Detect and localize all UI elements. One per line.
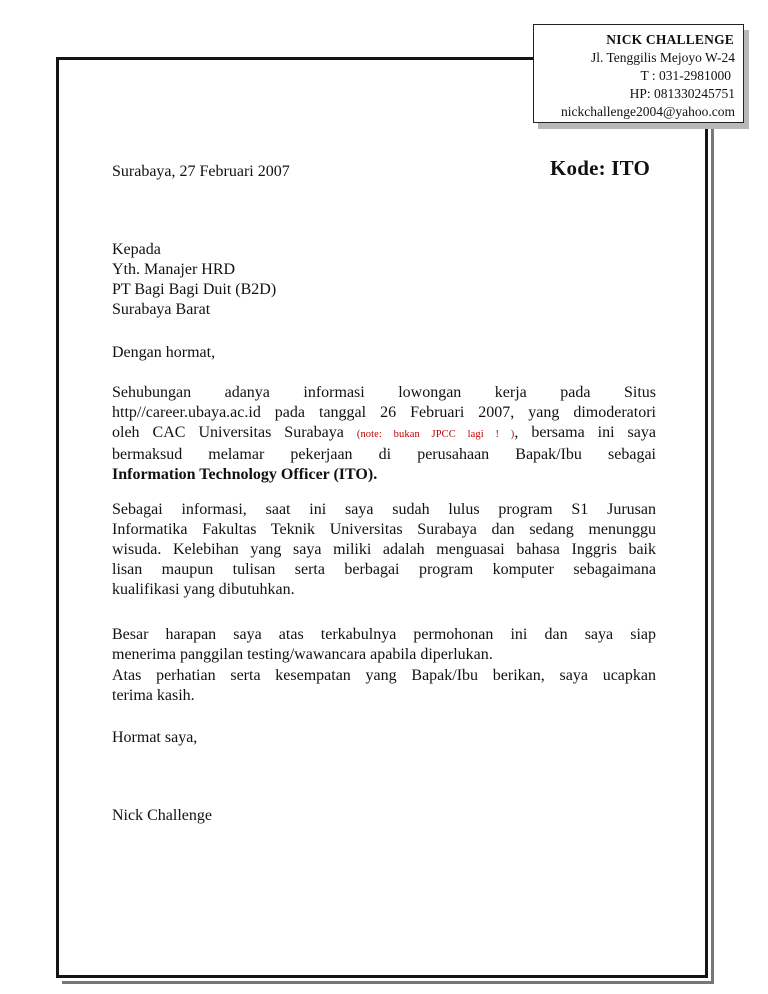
jpcc-note: (note: bukan JPCC lagi ! ): [356, 429, 515, 440]
closing: Hormat saya,: [112, 729, 198, 746]
contact-address: Jl. Tenggilis Mejoyo W-24: [590, 50, 735, 65]
letter-date: Surabaya, 27 Februari 2007: [112, 163, 290, 180]
paragraph-4-line-1: Atas perhatian serta kesempatan yang Bapak/Ibu berikan, saya ucapkan: [112, 667, 656, 684]
paragraph-2: [112, 500, 656, 600]
paragraph-1-line-3: [112, 423, 656, 445]
position-title: Information Technology Officer (ITO).: [112, 466, 378, 483]
greeting: Dengan hormat,: [112, 344, 216, 361]
paragraph-4-line-2: terima kasih.: [112, 687, 195, 704]
paragraph-2-line-2: Informatika Fakultas Teknik Universitas Surabaya dan sedang menunggu: [112, 521, 656, 538]
recipient-line-4: Surabaya Barat: [112, 301, 211, 318]
date-code-row: [112, 158, 656, 186]
paragraph-1: [112, 383, 656, 485]
paragraph-3-line-1: Besar harapan saya atas terkabulnya permohonan ini dan saya siap: [112, 626, 656, 643]
paragraph-1-line-2: http//career.ubaya.ac.id pada tanggal 26 Februari 2007, yang dimoderatori: [112, 404, 656, 421]
paragraph-2-line-3: wisuda. Kelebihan yang saya miliki adalah menguasai bahasa Inggris baik: [112, 541, 656, 558]
paragraph-2-line-5: kualifikasi yang dibutuhkan.: [112, 581, 295, 598]
paragraph-3: [112, 625, 656, 665]
recipient-block: [112, 240, 656, 320]
letter-code: Kode: ITO: [549, 156, 650, 180]
paragraph-1-line-3-after: , bersama ini saya: [514, 424, 656, 441]
signature-name: Nick Challenge: [112, 807, 212, 824]
contact-email: nickchallenge2004@yahoo.com: [560, 104, 735, 119]
paragraph-3-line-2: menerima panggilan testing/wawancara apabila diperlukan.: [112, 646, 493, 663]
recipient-line-2: Yth. Manajer HRD: [112, 261, 236, 278]
paragraph-1-line-3-before: oleh CAC Universitas Surabaya: [112, 424, 357, 441]
recipient-line-1: Kepada: [112, 241, 161, 258]
paragraph-1-line-4: bermaksud melamar pekerjaan di perusahaan Bapak/Ibu sebagai: [112, 446, 656, 463]
contact-name: NICK CHALLENGE: [606, 32, 734, 47]
contact-box: [533, 24, 744, 123]
paragraph-1-line-1: Sehubungan adanya informasi lowongan kerja pada Situs: [112, 384, 656, 401]
paragraph-2-line-4: lisan maupun tulisan serta berbagai program komputer sebagaimana: [112, 561, 656, 578]
paragraph-2-line-1: Sebagai informasi, saat ini saya sudah lulus program S1 Jurusan: [112, 501, 656, 518]
contact-mobile: HP: 081330245751: [629, 86, 735, 101]
recipient-line-3: PT Bagi Bagi Duit (B2D): [112, 281, 277, 298]
paragraph-4: [112, 666, 656, 706]
contact-phone: T : 031-2981000: [640, 68, 731, 83]
